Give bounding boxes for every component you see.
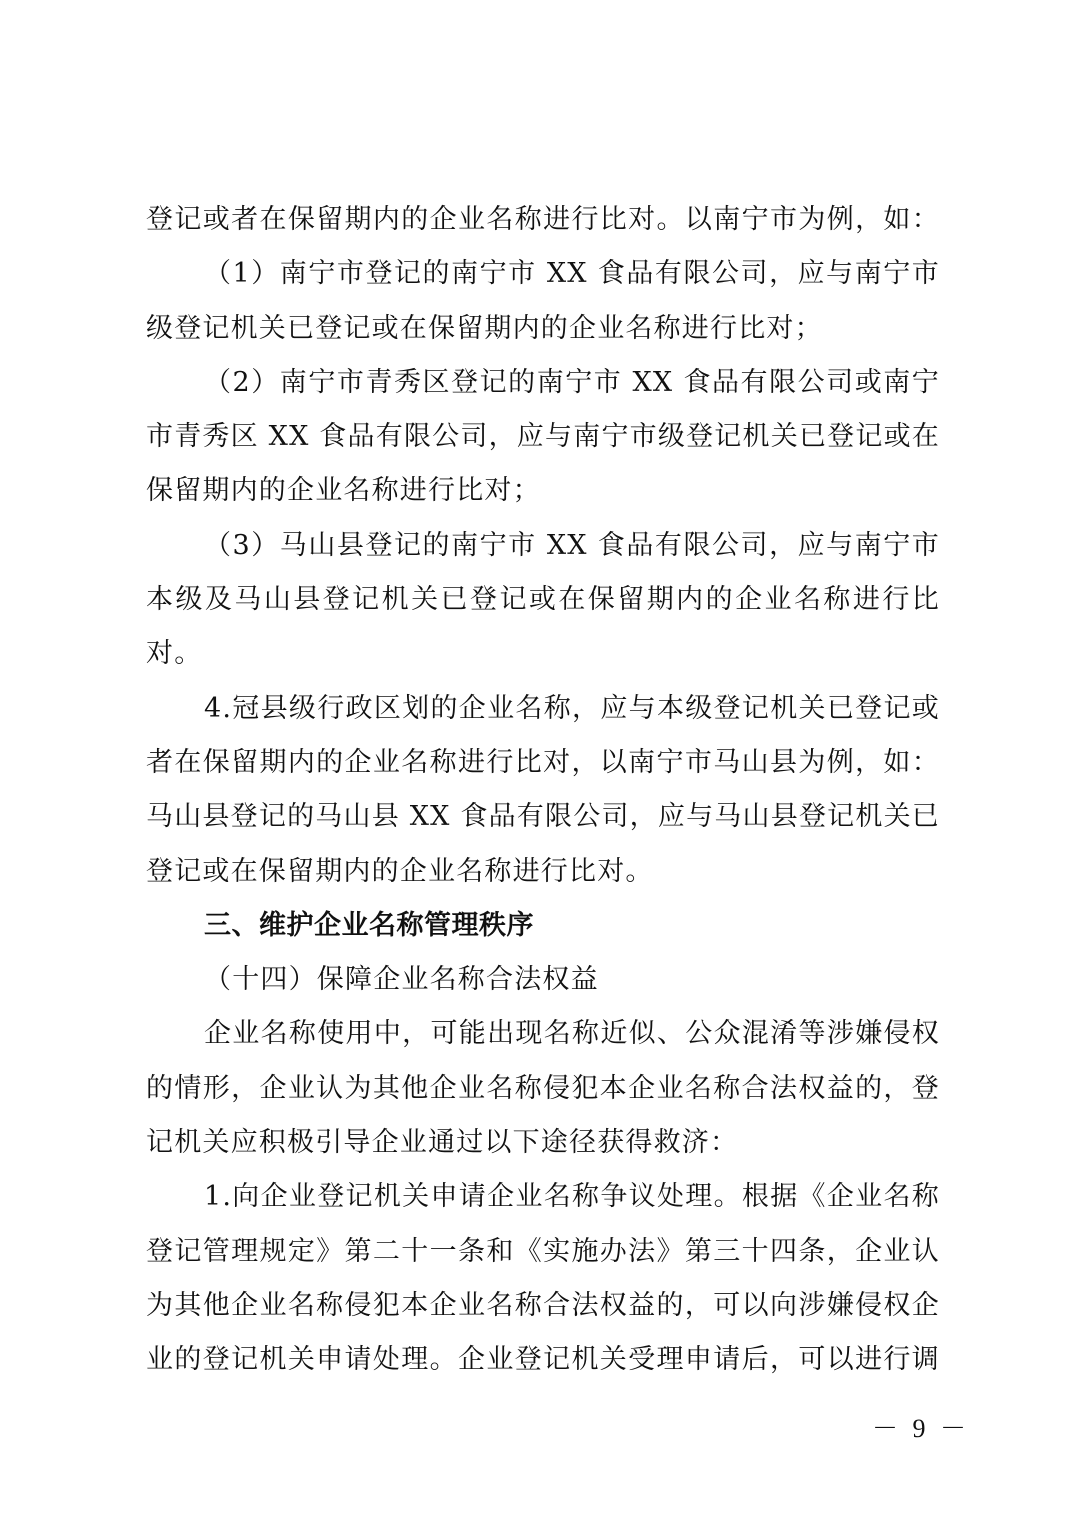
text-line: 登记管理规定》第二十一条和《实施办法》第三十四条，企业认 — [146, 1235, 940, 1267]
text-line: 马山县登记的马山县 XX 食品有限公司，应与马山县登记机关已 — [146, 801, 940, 833]
subsection-heading: （十四）保障企业名称合法权益 — [204, 964, 599, 996]
text-line: 企业名称使用中，可能出现名称近似、公众混淆等涉嫌侵权 — [204, 1018, 940, 1050]
text-line: 对。 — [146, 638, 203, 670]
text-line: 4.冠县级行政区划的企业名称，应与本级登记机关已登记或 — [204, 692, 940, 724]
text-line: 者在保留期内的企业名称进行比对，以南宁市马山县为例，如： — [146, 746, 940, 778]
text-line: 1.向企业登记机关申请企业名称争议处理。根据《企业名称 — [204, 1181, 940, 1213]
document-body — [146, 193, 940, 1388]
text-line: 级登记机关已登记或在保留期内的企业名称进行比对； — [146, 312, 823, 344]
text-line: 记机关应积极引导企业通过以下途径获得救济： — [146, 1127, 739, 1159]
text-line: 登记或在保留期内的企业名称进行比对。 — [146, 855, 654, 887]
text-line: 为其他企业名称侵犯本企业名称合法权益的，可以向涉嫌侵权企 — [146, 1289, 940, 1321]
text-line: （1）南宁市登记的南宁市 XX 食品有限公司，应与南宁市 — [204, 258, 940, 290]
text-line: 本级及马山县登记机关已登记或在保留期内的企业名称进行比 — [146, 584, 940, 616]
text-line: 业的登记机关申请处理。企业登记机关受理申请后，可以进行调 — [146, 1344, 940, 1376]
page-number: － 9 － — [872, 1414, 971, 1443]
section-heading: 三、维护企业名称管理秩序 — [204, 909, 534, 941]
text-line: 登记或者在保留期内的企业名称进行比对。以南宁市为例，如： — [146, 204, 940, 235]
text-line: 市青秀区 XX 食品有限公司，应与南宁市级登记机关已登记或在 — [146, 421, 940, 453]
text-line: 的情形，企业认为其他企业名称侵犯本企业名称合法权益的，登 — [146, 1072, 940, 1104]
text-line: （2）南宁市青秀区登记的南宁市 XX 食品有限公司或南宁 — [204, 366, 940, 398]
text-line: 保留期内的企业名称进行比对； — [146, 475, 541, 507]
text-line: （3）马山县登记的南宁市 XX 食品有限公司，应与南宁市 — [204, 529, 940, 561]
